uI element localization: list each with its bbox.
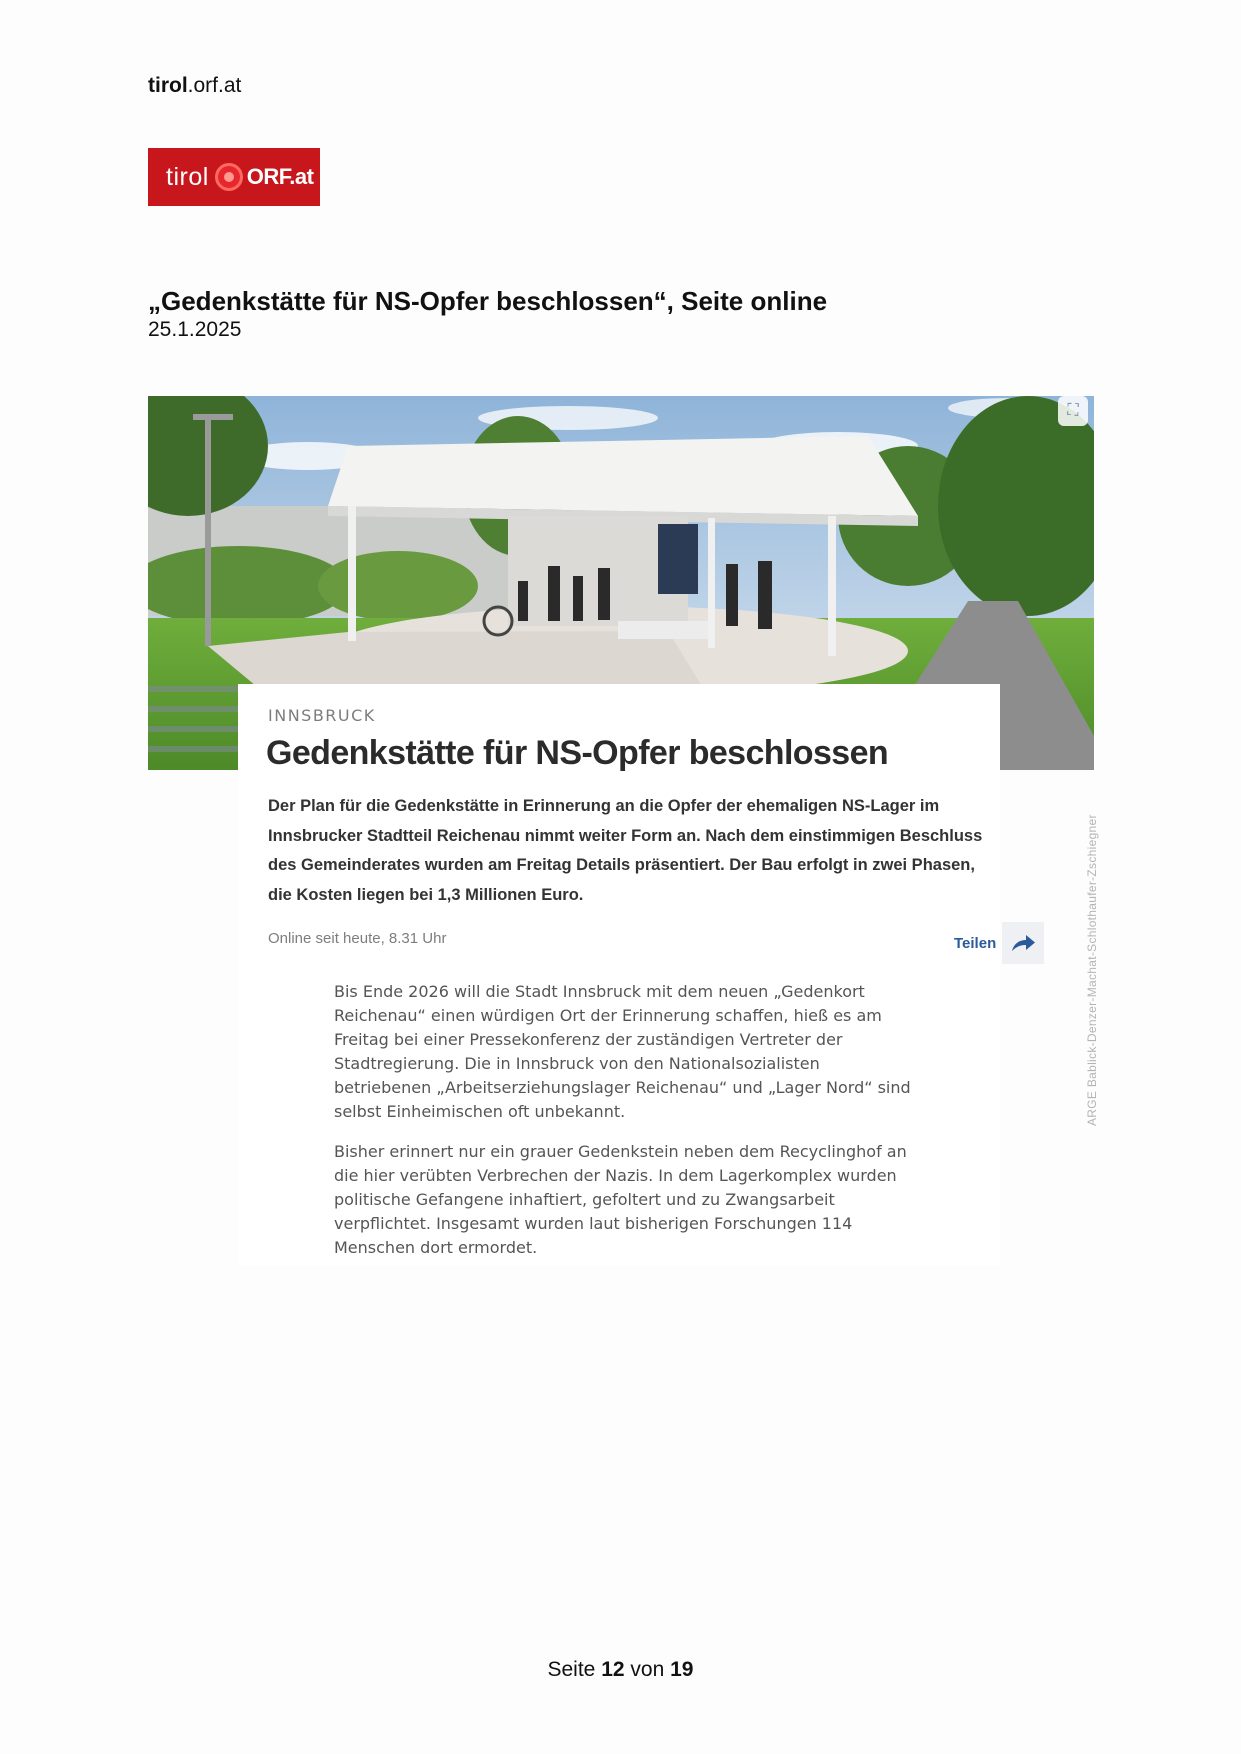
footer-page-total: 19 <box>670 1658 694 1681</box>
page-footer <box>0 1658 1241 1682</box>
document-title: „Gedenkstätte für NS-Opfer beschlossen“, Seite online <box>148 286 828 316</box>
orf-eye-icon <box>215 163 243 191</box>
logo-text-tirol: tirol <box>166 162 209 191</box>
document-date: 25.1.2025 <box>148 318 242 341</box>
article-card <box>238 684 1000 1266</box>
site-name <box>148 74 241 98</box>
article-headline: Gedenkstätte für NS-Opfer beschlossen <box>266 734 889 772</box>
site-name-rest: .orf.at <box>187 74 242 97</box>
article-body <box>334 980 914 1276</box>
share-arrow-icon[interactable] <box>1002 922 1044 964</box>
photo-credit-text: ARGE Bablick-Denzer-Machat-Schlothaufer-Zschiegner <box>1085 814 1099 1126</box>
article-kicker: INNSBRUCK <box>268 706 376 725</box>
article-paragraph-1: Bis Ende 2026 will die Stadt Innsbruck mit dem neuen „Gedenkort Reichenau“ einen würdigen Ort der Erinnerung schaffen, hieß es am Freitag bei einer Pressekonferenz der zuständigen Vertreter der Stadtregierung. Die in Innsbruck von den Nationalsozialisten betriebenen „Arbeitserziehungslager Reichenau“ und „Lager Nord“ sind selbst Einheimischen oft unbekannt. <box>334 982 911 1121</box>
site-name-bold: tirol <box>148 74 188 97</box>
logo-text-orf: ORF.at <box>246 164 314 189</box>
article-lead: Der Plan für die Gedenkstätte in Erinnerung an die Opfer der ehemaligen NS-Lager im Innsbrucker Stadtteil Reichenau nimmt weiter Form an. Nach dem einstimmigen Beschluss des Gemeinderates wurden am Freitag Details präsentiert. Der Bau erfolgt in zwei Phasen, die Kosten liegen bei 1,3 Millionen Euro. <box>268 797 983 904</box>
footer-middle: von <box>630 1658 665 1681</box>
orf-logo <box>148 148 320 206</box>
share-button[interactable] <box>954 922 1044 964</box>
footer-prefix: Seite <box>547 1658 596 1681</box>
footer-page-number: 12 <box>601 1658 625 1681</box>
share-label: Teilen <box>954 934 997 952</box>
photo-credit <box>1085 786 1105 1126</box>
article-paragraph-2: Bisher erinnert nur ein grauer Gedenkstein neben dem Recyclinghof an die hier verübten Verbrechen der Nazis. In dem Lagerkomplex wurden politische Gefangene inhaftiert, gefoltert und zu Zwangsarbeit verpflichtet. Insgesamt wurden laut bisherigen Forschungen 114 Menschen dort ermordet. <box>334 1142 907 1257</box>
fullscreen-icon[interactable]: ⛶ <box>1058 396 1088 426</box>
article-screenshot <box>148 396 1099 1266</box>
article-timestamp: Online seit heute, 8.31 Uhr <box>268 930 447 947</box>
